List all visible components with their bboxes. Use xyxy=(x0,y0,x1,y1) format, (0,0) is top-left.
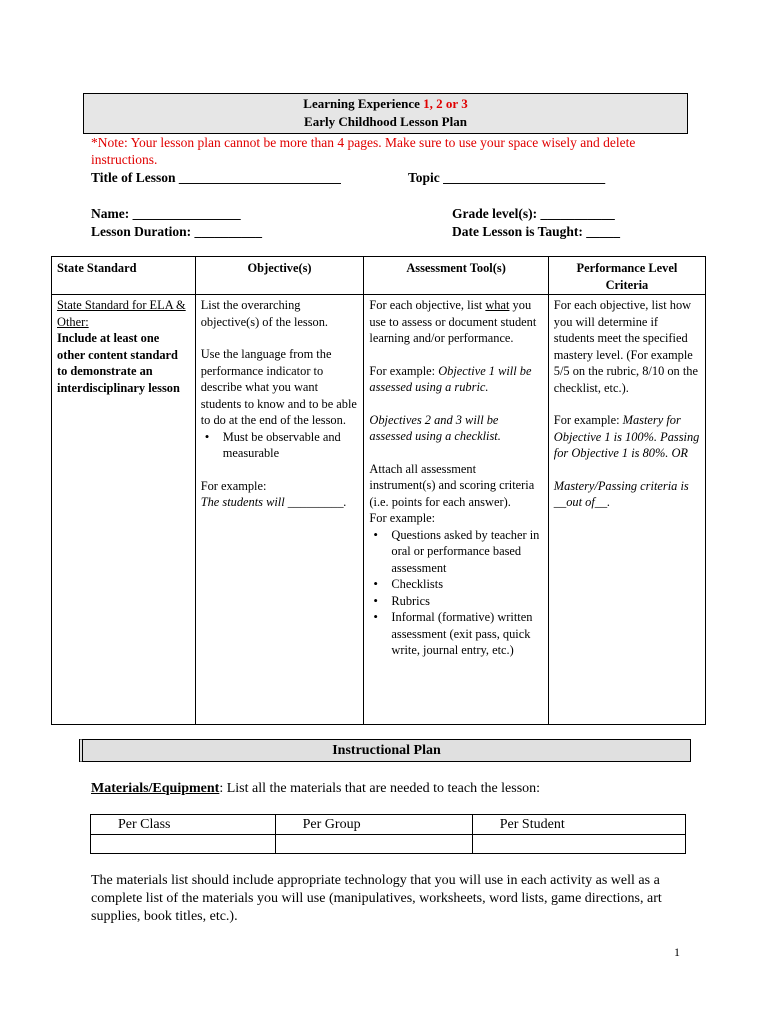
state-standard-other: Include at least one other content standard to demonstrate an interdisciplinary lesson xyxy=(57,331,180,395)
objective-example-text: The students will _________. xyxy=(200,495,347,509)
per-class-cell[interactable] xyxy=(91,835,276,854)
assessment-bullet-list xyxy=(369,527,542,659)
list-item: • Questions asked by teacher in oral or performance based assessment xyxy=(391,527,542,577)
header-assessment-tools: Assessment Tool(s) xyxy=(364,257,548,295)
assessment-text-1: For each objective, list what you use to assess or document student learning and/or performance. xyxy=(369,298,537,345)
title-of-lesson-field[interactable]: Title of Lesson ________________________ xyxy=(91,170,341,185)
objective-bullet-list xyxy=(201,429,359,462)
header-state-standard: State Standard xyxy=(52,257,196,295)
state-standard-ela: State Standard for ELA & Other: xyxy=(57,298,186,329)
list-item: • Rubrics xyxy=(391,593,542,610)
per-student-header: Per Student xyxy=(472,815,685,835)
list-item: • Checklists xyxy=(391,576,542,593)
table-body-row xyxy=(52,295,706,725)
topic-field[interactable]: Topic ________________________ xyxy=(408,170,606,185)
instruction-note: *Note: Your lesson plan cannot be more than 4 pages. Make sure to use your space wisely and delete instructions. xyxy=(91,135,636,167)
grade-level-field[interactable]: Grade level(s): ___________ xyxy=(452,206,615,221)
assessment-attach-text: Attach all assessment instrument(s) and scoring criteria (i.e. points for each answer). xyxy=(369,461,535,509)
header-objectives: Objective(s) xyxy=(195,257,364,295)
objectives-cell[interactable] xyxy=(195,295,364,725)
table-header-row xyxy=(52,257,706,295)
per-student-cell[interactable] xyxy=(472,835,685,854)
assessment-tools-cell[interactable] xyxy=(364,295,548,725)
header-title-highlight: 1, 2 or 3 xyxy=(423,96,468,111)
objective-text-1: List the overarching objective(s) of the lesson. xyxy=(200,298,329,329)
materials-text: : List all the materials that are needed to teach the lesson: xyxy=(219,781,541,796)
objective-example-label: For example: xyxy=(200,478,267,493)
assessment-example-2: Objectives 2 and 3 will be assessed using a checklist. xyxy=(369,412,501,443)
table-row xyxy=(91,835,686,854)
criteria-mastery-text: Mastery/Passing criteria is __out of__. xyxy=(553,478,689,509)
per-group-cell[interactable] xyxy=(275,835,472,854)
standards-table xyxy=(51,256,706,725)
assessment-example-label: For example: xyxy=(369,511,436,525)
performance-criteria-cell[interactable] xyxy=(548,295,705,725)
list-item: • Informal (formative) written assessment (exit pass, quick write, journal entry, etc.) xyxy=(391,609,542,659)
table-row xyxy=(91,815,686,835)
objective-text-2: Use the language from the performance indicator to describe what you want students to know and to be able to do at the end of the lesson. xyxy=(200,347,357,427)
date-taught-field[interactable]: Date Lesson is Taught: _____ xyxy=(452,224,621,239)
per-class-header: Per Class xyxy=(91,815,276,835)
lesson-plan-header xyxy=(83,93,688,134)
lesson-duration-field[interactable]: Lesson Duration: __________ xyxy=(91,224,263,239)
header-title: Learning Experience 1, 2 or 3 xyxy=(303,96,468,111)
state-standard-cell[interactable] xyxy=(52,295,196,725)
name-field[interactable]: Name: ________________ xyxy=(91,206,241,221)
page-number: 1 xyxy=(674,945,680,959)
header-subtitle: Early Childhood Lesson Plan xyxy=(304,114,467,129)
per-group-header: Per Group xyxy=(275,815,472,835)
materials-label: Materials/Equipment xyxy=(91,781,220,796)
header-performance-criteria: Performance Level Criteria xyxy=(548,257,705,295)
assessment-example-1: For example: Objective 1 will be assessed using a rubric. xyxy=(369,363,532,394)
list-item: • Must be observable and measurable xyxy=(223,429,359,462)
materials-table xyxy=(90,814,686,854)
instructional-plan-header: Instructional Plan xyxy=(79,739,691,762)
criteria-text-1: For each objective, list how you will determine if students meet the specified mastery level. (For example 5/5 on the rubric, 8/10 on the checklist, etc.). xyxy=(553,298,698,395)
materials-paragraph: The materials list should include appropriate technology that you will use in each activity as well as a complete list of the materials you will use (manipulatives, worksheets, word lists, game directions, art supplies, book titles, etc.). xyxy=(91,873,662,924)
materials-line xyxy=(91,780,540,797)
criteria-example: For example: Mastery for Objective 1 is 100%. Passing for Objective 1 is 80%. OR xyxy=(553,413,700,460)
